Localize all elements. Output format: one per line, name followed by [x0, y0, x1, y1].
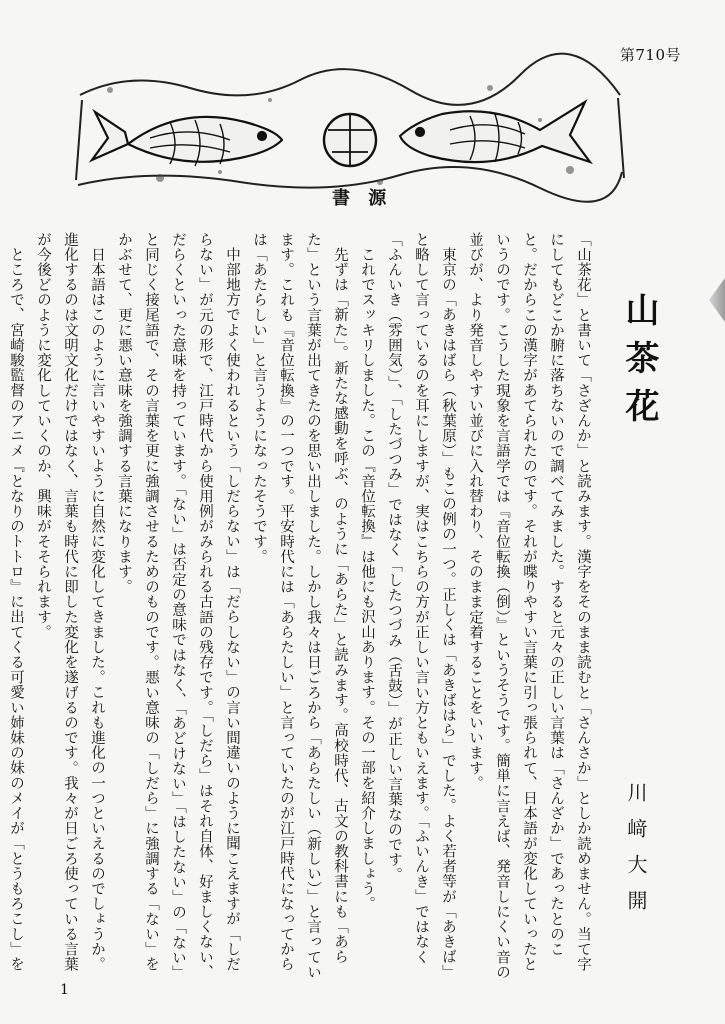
author-name: 川﨑大開 — [624, 782, 648, 926]
center-seal-icon — [324, 114, 376, 166]
issue-number: 第710号 — [619, 46, 681, 64]
fish-rubbing-banner — [70, 60, 630, 195]
right-fish-icon — [400, 102, 590, 162]
fish-illustration — [70, 60, 630, 195]
article-body — [8, 232, 596, 984]
paragraph: ところで、宮崎駿監督のアニメ『となりのトトロ』に出てくる可愛い姉妹の妹のメイが「とうもろこし」を — [8, 246, 24, 972]
paragraph: 中部地方でよく使われるという「しだらない」は「だらしない」の言い間違いのように聞こえますが「しだらない」が元の形で、江戸時代から使用例がみられる古語の残存です。「しだら」はそれ自体、好ましくない、だらくといった意味を持っています。「ない」は否定の意味ではなく、「あどけない」「はしたない」の「ない」と同じく接尾語で、その言葉を更に強調させるためのものです。悪い意味の「しだら」に強調する「ない」をかぶせて、更に悪い意味を強調する言葉になります。 — [116, 232, 240, 981]
page-edge-shadow — [709, 278, 725, 322]
paragraph: 日本語はこのように言いやすいように自然に変化してきました。これも進化の一つといえるのでしょうか。進化するのは文明文化だけではなく、言葉も時代に即した変化を遂げるのです。我々が日ごろ使っている言葉が今後どのように変化していくのか、興味がそそられます。 — [35, 232, 105, 972]
paragraph: 東京の「あきはばら（秋葉原）」もこの例の一つ。正しくは「あきばはら」でした。よく若者等が「あきば」と略して言っているのを耳にしますが、実はこちらの方が正しい言い方ともいえます。「ふいんき」ではなく「ふんいき（雰囲気）」、「したづつみ」ではなく「したつづみ（舌鼓）」が正しい言葉なのです。 — [386, 232, 456, 980]
paragraph: 先ずは「新た」。新たな感動を呼ぶ、のように「あらた」と読みます。高校時代、古文の教科書にも「あらた」という言葉が出てきたのを思い出しました。しかし我々は日ごろから「あらたしい（新しい）」と言っています。これも『音位転換』の一つです。平安時代には「あらたしい」と言っていたのが江戸時代になってからは「あたらしい」と言うようになったそうです。 — [251, 232, 348, 980]
page-number: 1 — [60, 982, 69, 998]
paragraph: これでスッキリしました。この『音位転換』は他にも沢山あります。その一部を紹介しましょう。 — [359, 246, 375, 911]
article-title: 山茶花 — [619, 292, 659, 436]
left-fish-icon — [92, 112, 282, 166]
series-title: 書 源 — [332, 188, 393, 209]
paragraph: 「山茶花」と書いて「さざんか」と読みます。漢字をそのまま読むと「さんさか」としか読めません。当て字にしてもどこか腑に落ちないので調べてみました。すると元々の正しい言葉は「さんざか」であったとのこと。だからこの漢字があてられたのです。それが喋りやすい言葉に引っ張られて、日本語が変化していったというのです。こうした現象を言語学では『音位転換（倒）』というそうです。簡単に言えば、発音しにくい音の並びが、より発音しやすい並びに入れ替わり、そのまま定着することをいいます。 — [467, 232, 591, 980]
